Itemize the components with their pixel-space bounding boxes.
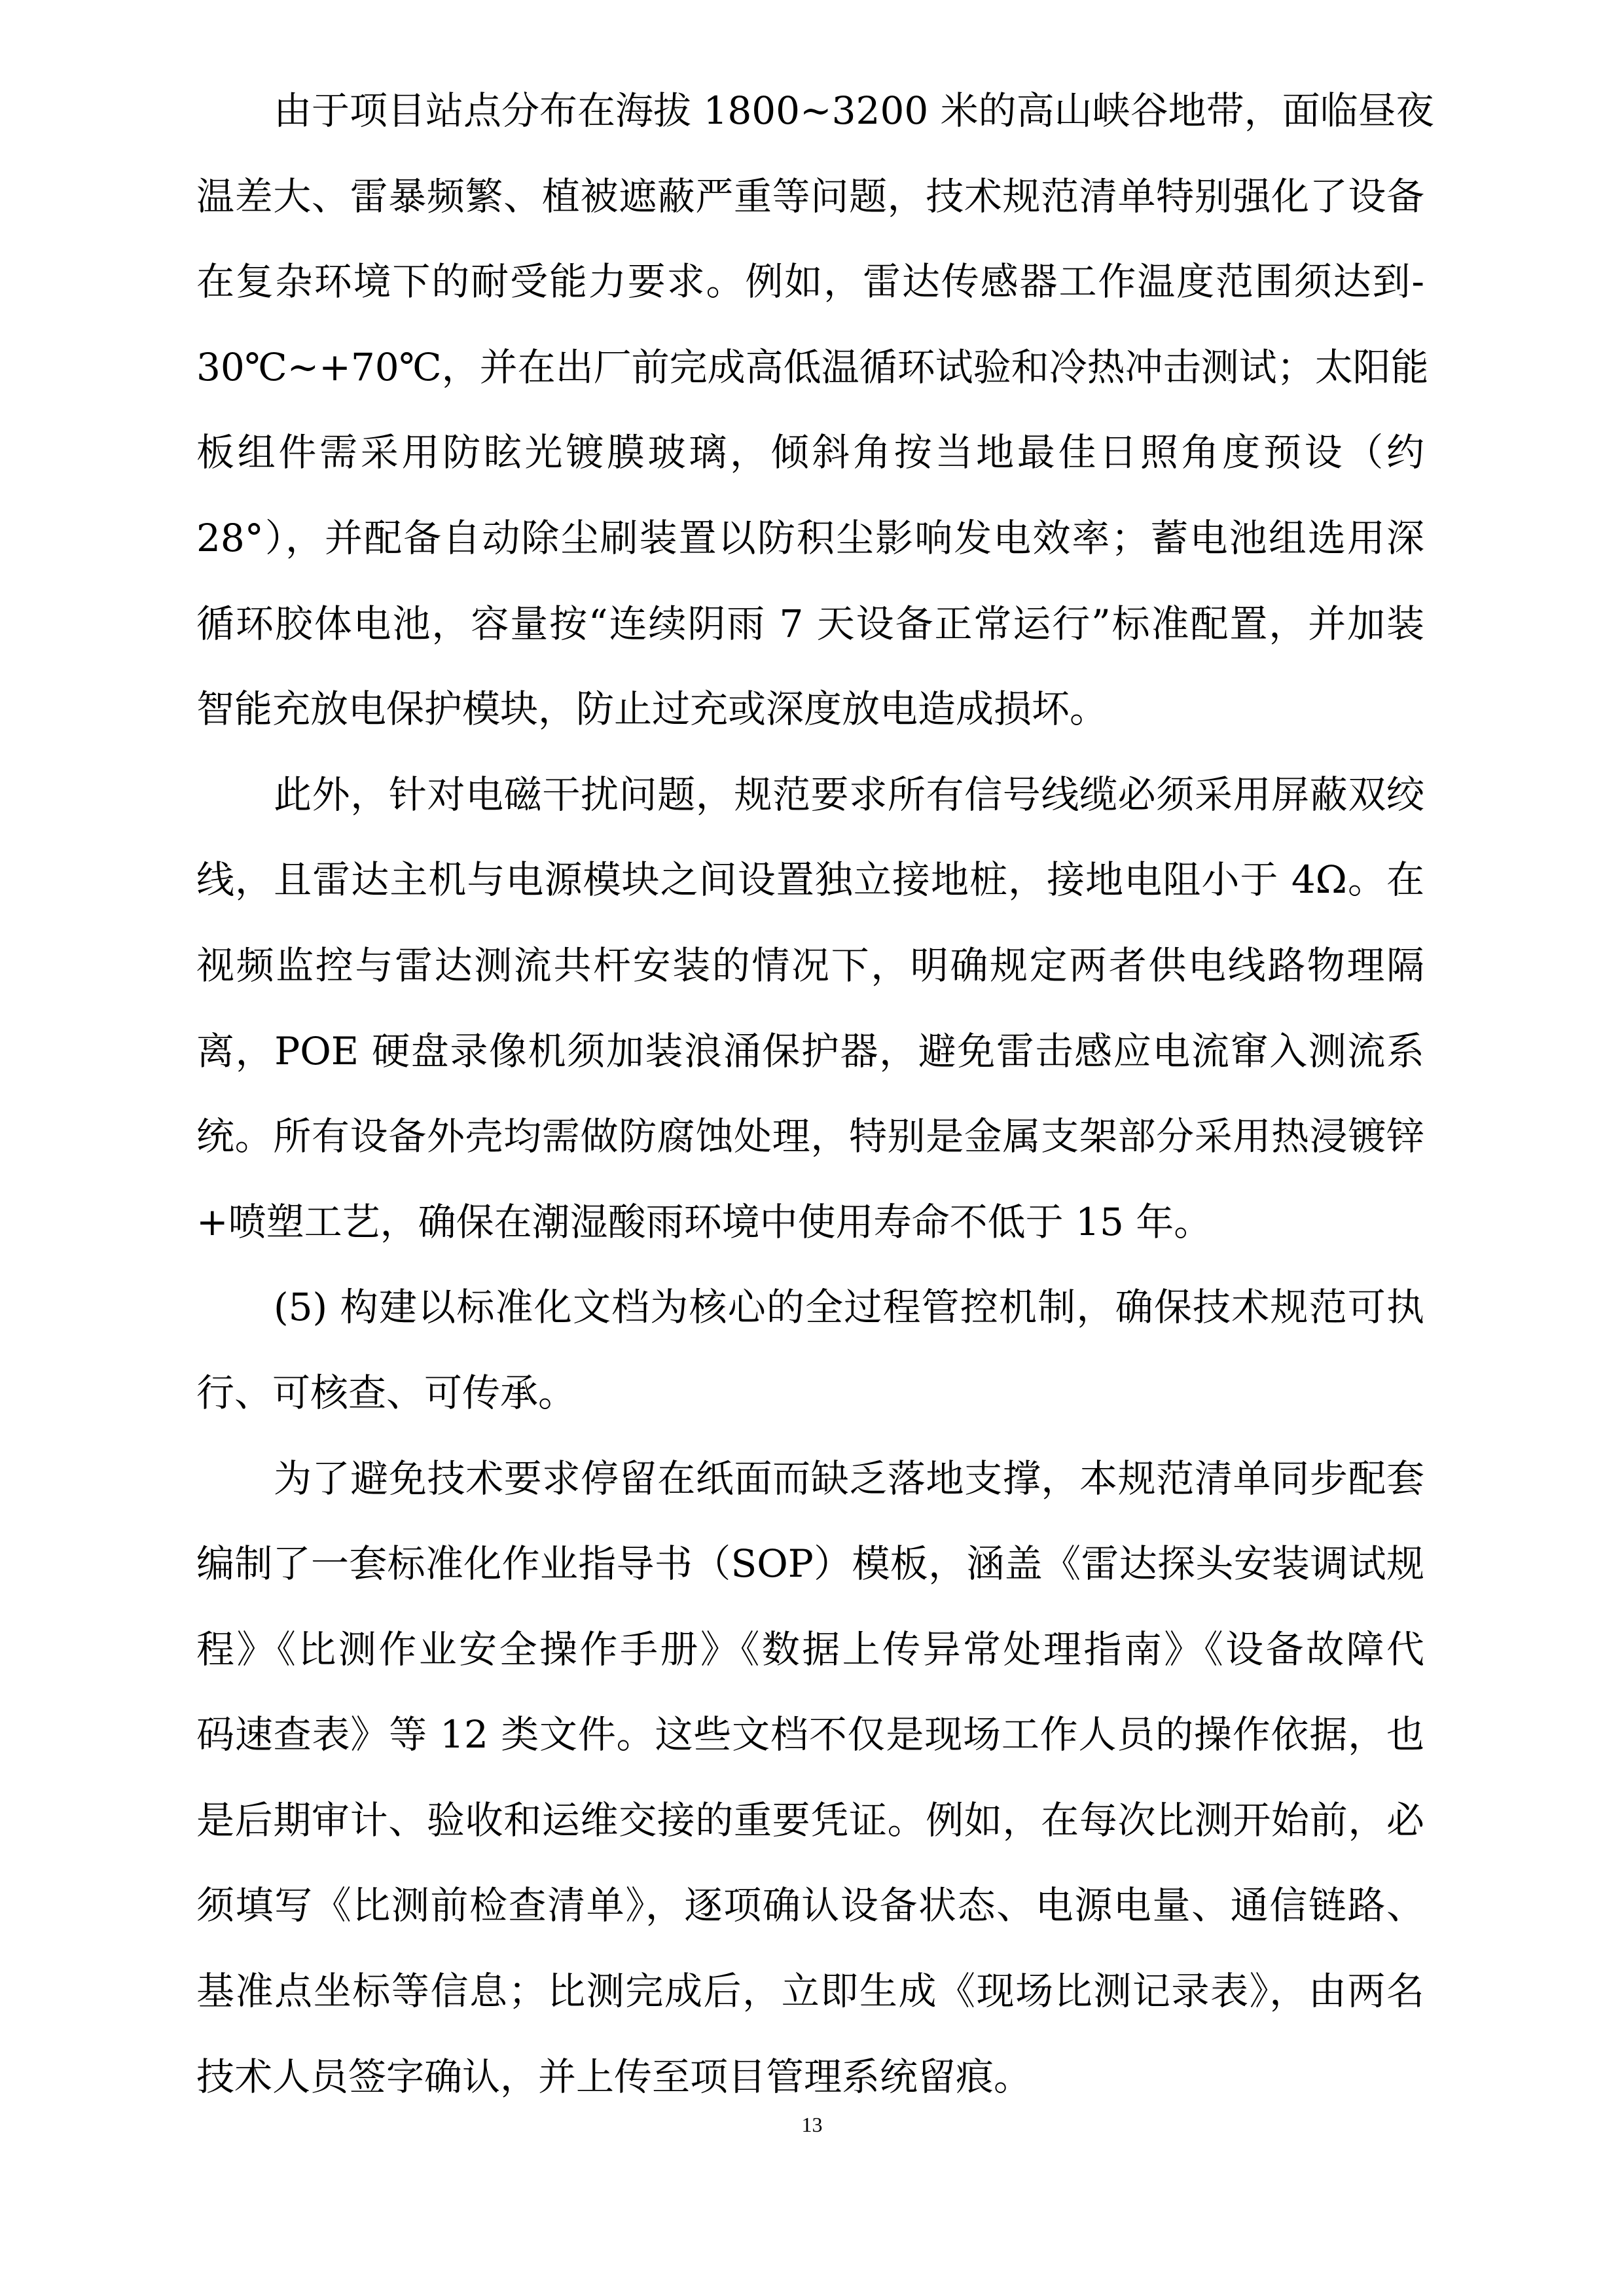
text-line: 离，POE 硬盘录像机须加装浪涌保护器，避免雷击感应电流窜入测流系 bbox=[196, 1028, 1424, 1073]
text-line: 基准点坐标等信息；比测完成后，立即生成《现场比测记录表》，由两名 bbox=[196, 1969, 1424, 2014]
paragraph bbox=[196, 1265, 1424, 1435]
text-line: 循环胶体电池，容量按“连续阴雨 7 天设备正常运行”标准配置，并加装 bbox=[196, 601, 1424, 646]
text-line: 须填写《比测前检查清单》，逐项确认设备状态、电源电量、通信链路、 bbox=[196, 1883, 1424, 1928]
text-line: 统。所有设备外壳均需做防腐蚀处理，特别是金属支架部分采用热浸镀锌 bbox=[196, 1114, 1424, 1159]
text-line: 智能充放电保护模块，防止过充或深度放电造成损坏。 bbox=[196, 687, 1108, 732]
paragraph bbox=[196, 68, 1434, 752]
paragraph bbox=[196, 752, 1424, 1265]
text-line: 30℃~+70℃，并在出厂前完成高低温循环试验和冷热冲击测试；太阳能 bbox=[196, 344, 1429, 389]
text-line: 技术人员签字确认，并上传至项目管理系统留痕。 bbox=[196, 2054, 1032, 2099]
text-line: 此外，针对电磁干扰问题，规范要求所有信号线缆必须采用屏蔽双绞 bbox=[274, 772, 1424, 817]
text-line: 编制了一套标准化作业指导书（SOP）模板，涵盖《雷达探头安装调试规 bbox=[196, 1541, 1424, 1587]
text-line: 程》《比测作业安全操作手册》《数据上传异常处理指南》《设备故障代 bbox=[196, 1626, 1424, 1672]
page-number: 13 bbox=[801, 2113, 823, 2136]
text-line: 在复杂环境下的耐受能力要求。例如，雷达传感器工作温度范围须达到- bbox=[196, 259, 1424, 304]
text-line: 行、可核查、可传承。 bbox=[196, 1370, 577, 1415]
text-line: 28°），并配备自动除尘刷装置以防积尘影响发电效率；蓄电池组选用深 bbox=[196, 515, 1424, 560]
text-line: 码速查表》等 12 类文件。这些文档不仅是现场工作人员的操作依据，也 bbox=[196, 1712, 1424, 1757]
document-body bbox=[196, 68, 1434, 2119]
text-line: 板组件需采用防眩光镀膜玻璃，倾斜角按当地最佳日照角度预设（约 bbox=[196, 430, 1424, 475]
paragraph bbox=[196, 1436, 1424, 2120]
text-line: (5) 构建以标准化文档为核心的全过程管控机制，确保技术规范可执 bbox=[274, 1285, 1424, 1330]
text-line: 线，且雷达主机与电源模块之间设置独立接地桩，接地电阻小于 4Ω。在 bbox=[196, 857, 1424, 903]
text-line: 由于项目站点分布在海拔 1800~3200 米的高山峡谷地带，面临昼夜 bbox=[274, 88, 1434, 133]
text-line: 为了避免技术要求停留在纸面而缺乏落地支撑，本规范清单同步配套 bbox=[274, 1456, 1424, 1501]
text-line: +喷塑工艺，确保在潮湿酸雨环境中使用寿命不低于 15 年。 bbox=[196, 1199, 1212, 1244]
text-line: 视频监控与雷达测流共杆安装的情况下，明确规定两者供电线路物理隔 bbox=[196, 942, 1424, 988]
text-line: 是后期审计、验收和运维交接的重要凭证。例如，在每次比测开始前，必 bbox=[196, 1797, 1424, 1842]
text-line: 温差大、雷暴频繁、植被遮蔽严重等问题，技术规范清单特别强化了设备 bbox=[196, 173, 1424, 219]
